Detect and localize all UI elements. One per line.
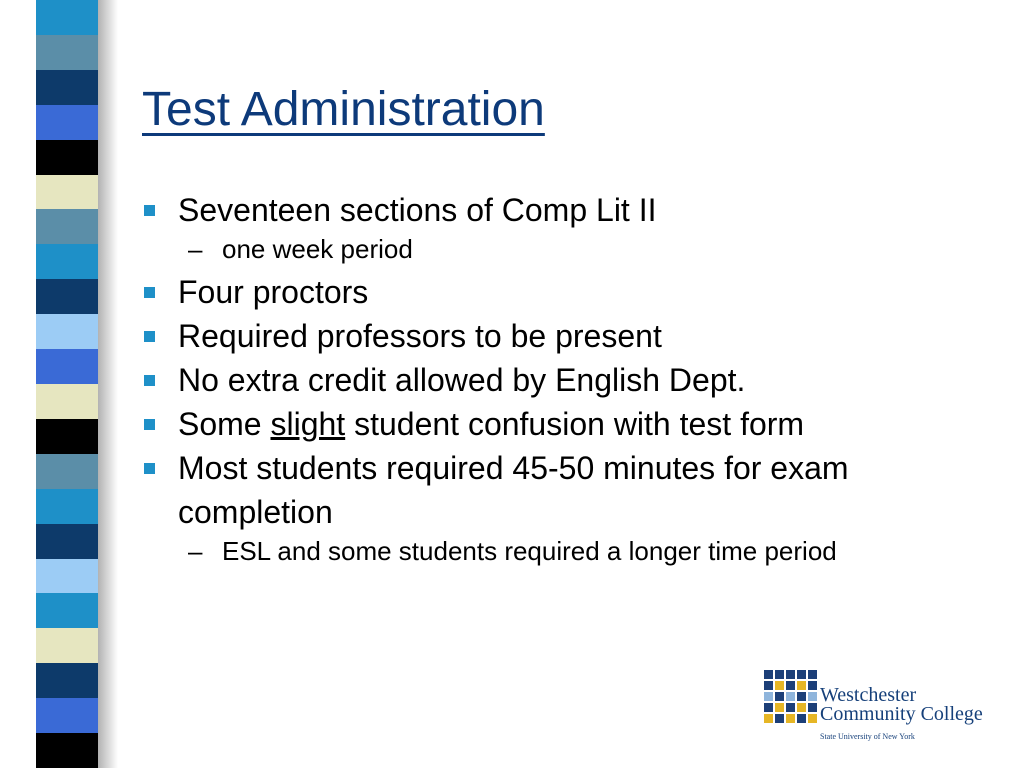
dash-bullet-icon: – bbox=[188, 234, 203, 264]
stripe-block bbox=[36, 70, 98, 105]
logo-square bbox=[808, 670, 817, 679]
bullet-text: Seventeen sections of Comp Lit II bbox=[178, 192, 657, 228]
bullet-list bbox=[140, 188, 920, 572]
logo-square bbox=[808, 714, 817, 723]
decorative-stripe bbox=[36, 0, 98, 768]
square-bullet-icon bbox=[144, 419, 155, 430]
logo-square bbox=[808, 692, 817, 701]
logo-square bbox=[797, 703, 806, 712]
logo-square bbox=[786, 681, 795, 690]
stripe-block bbox=[36, 244, 98, 279]
bullet-item bbox=[140, 358, 920, 402]
square-bullet-icon bbox=[144, 287, 155, 298]
stripe-block bbox=[36, 419, 98, 454]
bullet-text: No extra credit allowed by English Dept. bbox=[178, 362, 746, 398]
bullet-item bbox=[140, 446, 920, 534]
logo-square bbox=[764, 692, 773, 701]
sub-bullet-item bbox=[140, 230, 920, 268]
logo-square bbox=[775, 703, 784, 712]
logo-square bbox=[764, 714, 773, 723]
stripe-block bbox=[36, 384, 98, 419]
logo-square bbox=[775, 714, 784, 723]
bullet-text: Required professors to be present bbox=[178, 318, 662, 354]
logo-square bbox=[786, 714, 795, 723]
stripe-block bbox=[36, 0, 98, 35]
logo-wordmark bbox=[820, 686, 983, 724]
college-logo bbox=[764, 670, 983, 746]
square-bullet-icon bbox=[144, 205, 155, 216]
stripe-block bbox=[36, 489, 98, 524]
slide-title: Test Administration bbox=[142, 83, 545, 136]
logo-square bbox=[775, 692, 784, 701]
logo-square bbox=[764, 681, 773, 690]
logo-square bbox=[786, 670, 795, 679]
stripe-block bbox=[36, 733, 98, 768]
logo-square bbox=[797, 692, 806, 701]
logo-tagline: State University of New York bbox=[820, 732, 915, 741]
stripe-block bbox=[36, 559, 98, 594]
bullet-item bbox=[140, 402, 920, 446]
logo-square bbox=[775, 681, 784, 690]
stripe-block bbox=[36, 314, 98, 349]
logo-square bbox=[764, 703, 773, 712]
dash-bullet-icon: – bbox=[188, 536, 203, 566]
sub-bullet-text: ESL and some students required a longer time period bbox=[222, 536, 837, 566]
stripe-block bbox=[36, 628, 98, 663]
bullet-text-post: student confusion with test form bbox=[345, 406, 805, 442]
logo-square bbox=[808, 681, 817, 690]
bullet-item bbox=[140, 270, 920, 314]
bullet-text-emphasis: slight bbox=[270, 406, 346, 442]
sub-bullet-text: one week period bbox=[222, 234, 413, 264]
logo-square bbox=[786, 703, 795, 712]
stripe-block bbox=[36, 349, 98, 384]
sub-bullet-item bbox=[140, 532, 920, 570]
stripe-block bbox=[36, 35, 98, 70]
stripe-block bbox=[36, 209, 98, 244]
stripe-block bbox=[36, 105, 98, 140]
bullet-item bbox=[140, 314, 920, 358]
logo-square bbox=[797, 670, 806, 679]
stripe-block bbox=[36, 279, 98, 314]
bullet-text-pre: Some bbox=[178, 406, 271, 442]
stripe-block bbox=[36, 175, 98, 210]
logo-square bbox=[808, 703, 817, 712]
square-bullet-icon bbox=[144, 375, 155, 386]
grid-logo-icon bbox=[764, 670, 818, 724]
square-bullet-icon bbox=[144, 331, 155, 342]
square-bullet-icon bbox=[144, 463, 155, 474]
bullet-text: Most students required 45-50 minutes for exam completion bbox=[178, 450, 849, 530]
bullet-item bbox=[140, 188, 920, 232]
logo-square bbox=[764, 670, 773, 679]
bullet-text: Four proctors bbox=[178, 274, 369, 310]
stripe-block bbox=[36, 140, 98, 175]
stripe-block bbox=[36, 454, 98, 489]
logo-square bbox=[797, 714, 806, 723]
logo-square bbox=[786, 692, 795, 701]
logo-line-1: Westchester bbox=[820, 684, 917, 706]
stripe-block bbox=[36, 663, 98, 698]
stripe-block bbox=[36, 524, 98, 559]
logo-line-2: Community College bbox=[820, 703, 983, 725]
stripe-block bbox=[36, 698, 98, 733]
logo-square bbox=[797, 681, 806, 690]
logo-square bbox=[775, 670, 784, 679]
stripe-block bbox=[36, 593, 98, 628]
